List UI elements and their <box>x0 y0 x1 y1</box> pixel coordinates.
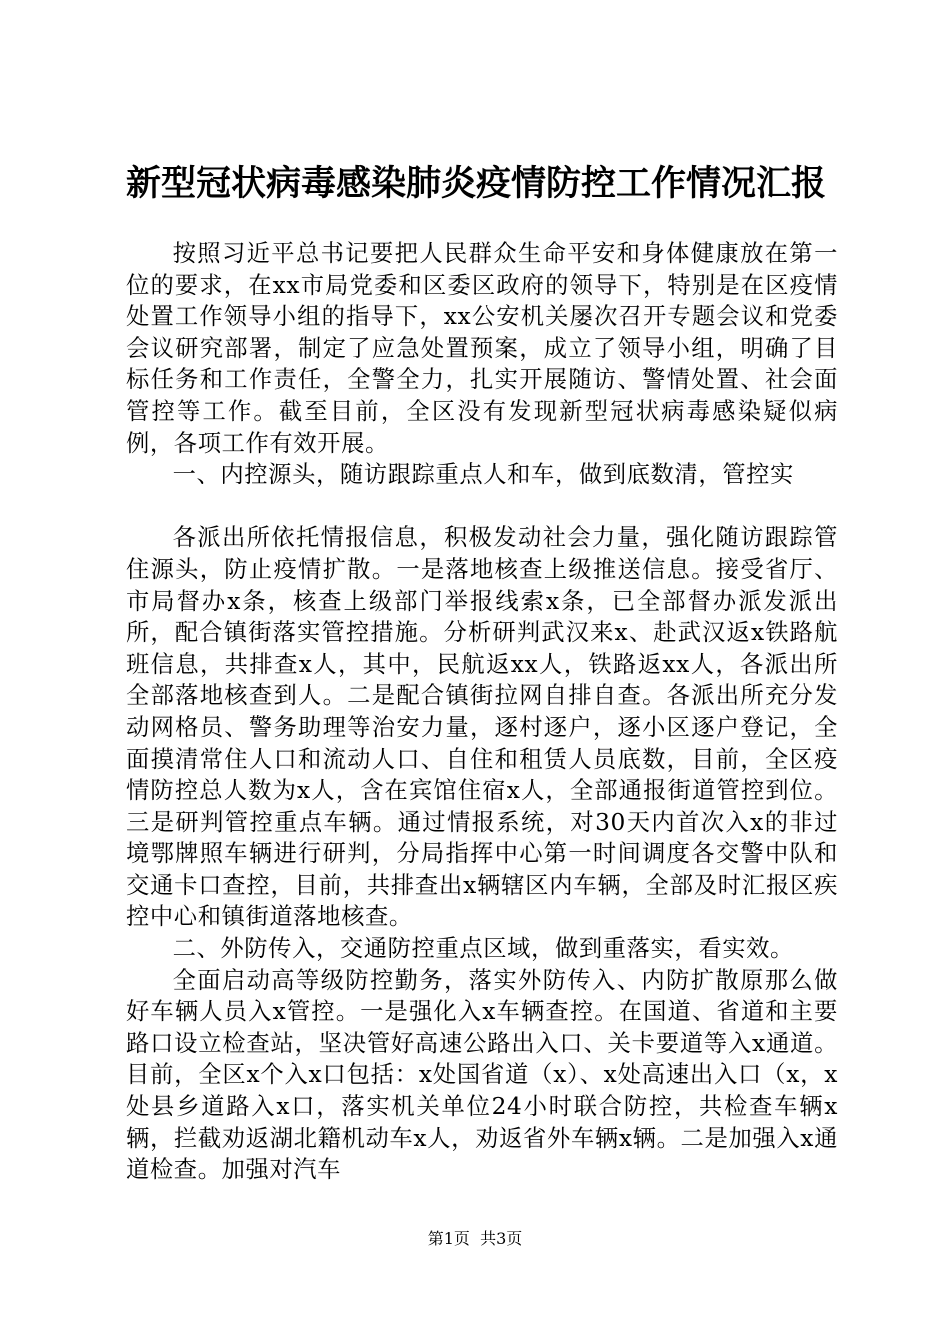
section-1-body: 各派出所依托情报信息，积极发动社会力量，强化随访跟踪管住源头，防止疫情扩散。一是落地核查上级推送信息。接受省厅、市局督办x条，核查上级部门举报线索x条，已全部督办派发派出所，配合镇街落实管控措施。分析研判武汉来x、赴武汉返x铁路航班信息，共排查x人，其中，民航返xx人，铁路返xx人，各派出所全部落地核查到人。二是配合镇街拉网自排自查。各派出所充分发动网格员、警务助理等治安力量，逐村逐户，逐小区逐户登记，全面摸清常住人口和流动人口、自住和租赁人员底数，目前，全区疫情防控总人数为x人，含在宾馆住宿x人，全部通报街道管控到位。三是研判管控重点车辆。通过情报系统，对30天内首次入x的非过境鄂牌照车辆进行研判，分局指挥中心第一时间调度各交警中队和交通卡口查控，目前，共排查出x辆辖区内车辆，全部及时汇报区疾控中心和镇街道落地核查。 <box>126 524 838 931</box>
document-body <box>126 238 838 1186</box>
section-2-heading: 二、外防传入，交通防控重点区域，做到重落实，看实效。 <box>172 935 794 963</box>
page-footer: 第1页 共3页 <box>427 1229 523 1248</box>
section-1-heading: 一、内控源头，随访跟踪重点人和车，做到底数清，管控实 <box>172 461 794 489</box>
paragraph-gap <box>126 491 838 523</box>
intro-paragraph: 按照习近平总书记要把人民群众生命平安和身体健康放在第一位的要求，在xx市局党委和区委区政府的领导下，特别是在区疫情处置工作领导小组的指导下，xx公安机关屡次召开专题会议和党委会议研究部署，制定了应急处置预案，成立了领导小组，明确了目标任务和工作责任，全警全力，扎实开展随访、警情处置、社会面管控等工作。截至目前，全区没有发现新型冠状病毒感染疑似病例，各项工作有效开展。 <box>126 240 838 457</box>
section-2-body: 全面启动高等级防控勤务，落实外防传入、内防扩散原那么做好车辆人员入x管控。一是强化入x车辆查控。在国道、省道和主要路口设立检查站，坚决管好高速公路出入口、关卡要道等入x通道。目前，全区x个入x口包括：x处国省道（x）、x处高速出入口（x，x处县乡道路入x口，落实机关单位24小时联合防控，共检查车辆x辆，拦截劝返湖北籍机动车x人，劝返省外车辆x辆。二是加强入x通道检查。加强对汽车 <box>126 966 838 1184</box>
document-title: 新型冠状病毒感染肺炎疫情防控工作情况汇报 <box>126 163 827 204</box>
